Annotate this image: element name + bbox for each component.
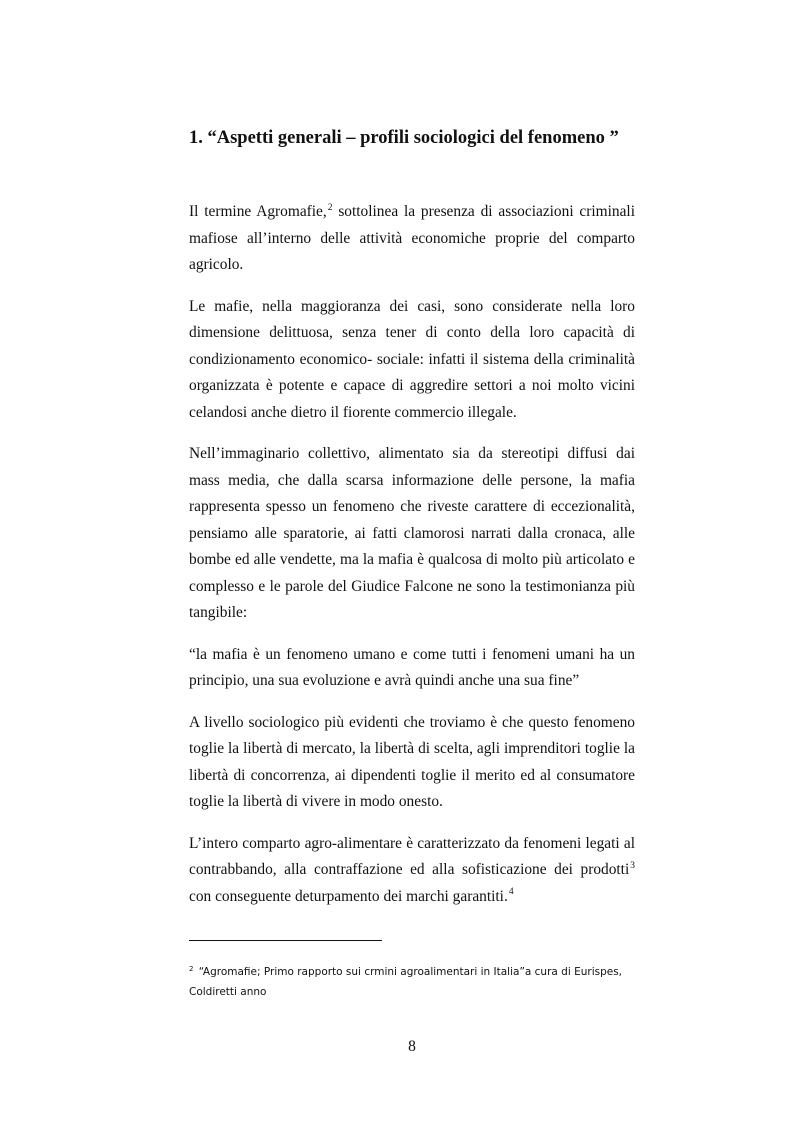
paragraph-5: A livello sociologico più evidenti che troviamo è che questo fenomeno toglie la libertà di mercato, la libertà di scelta, agli imprenditori toglie la libertà di concorrenza, ai dipendenti toglie il merito ed al consumatore toglie la libertà di vivere in modo onesto. [189, 713, 635, 810]
paragraph-text: con conseguente deturpamento dei marchi garantiti. [189, 887, 508, 905]
page-number: 8 [408, 1038, 416, 1055]
footnote-2 [189, 962, 639, 1002]
section-heading: 1. “Aspetti generali – profili sociologici del fenomeno ” [189, 128, 619, 148]
footnote-ref-4[interactable]: 4 [508, 887, 514, 898]
footnote-ref-3[interactable]: 3 [630, 860, 635, 871]
paragraph-text: L’intero comparto agro-alimentare è caratterizzato da fenomeni legati al contrabbando, alla contraffazione ed alla sofisticazione dei prodotti [189, 834, 635, 878]
paragraph-6 [189, 831, 635, 911]
paragraph-2: Le mafie, nella maggioranza dei casi, sono considerate nella loro dimensione delittuosa, senza tener di conto della loro capacità di condizionamento economico- sociale: infatti il sistema della criminalità organizzata è potente e capace di aggredire settori a noi molto vicini celandosi anche dietro il fiorente commercio illegale. [189, 297, 635, 421]
footnote-separator [189, 940, 382, 941]
quote-paragraph: “la mafia è un fenomeno umano e come tutti i fenomeni umani ha un principio, una sua evoluzione e avrà quindi anche una sua fine” [189, 645, 635, 689]
footnote-text: “Agromafie; Primo rapporto sui crmini agroalimentari in Italia”a cura di Eurispes, Coldiretti anno [189, 966, 623, 998]
footnote-ref-2[interactable]: 2 [327, 202, 333, 213]
footnote-number: 2 [189, 964, 194, 973]
body-text [189, 199, 635, 925]
paragraph-text: sottolinea la presenza di associazioni criminali mafiose all’interno delle attività economiche proprie del comparto agricolo. [189, 203, 635, 273]
paragraph-1 [189, 199, 635, 279]
paragraph-text: Il termine Agromafie, [189, 203, 327, 220]
paragraph-3: Nell’immaginario collettivo, alimentato sia da stereotipi diffusi dai mass media, che dalla scarsa informazione delle persone, la mafia rappresenta spesso un fenomeno che riveste carattere di eccezionalità, pensiamo alle sparatorie, ai fatti clamorosi narrati dalla cronaca, alle bombe ed alle vendette, ma la mafia è qualcosa di molto più articolato e complesso e le parole del Giudice Falcone ne sono la testimonianza più tangibile: [189, 445, 635, 621]
